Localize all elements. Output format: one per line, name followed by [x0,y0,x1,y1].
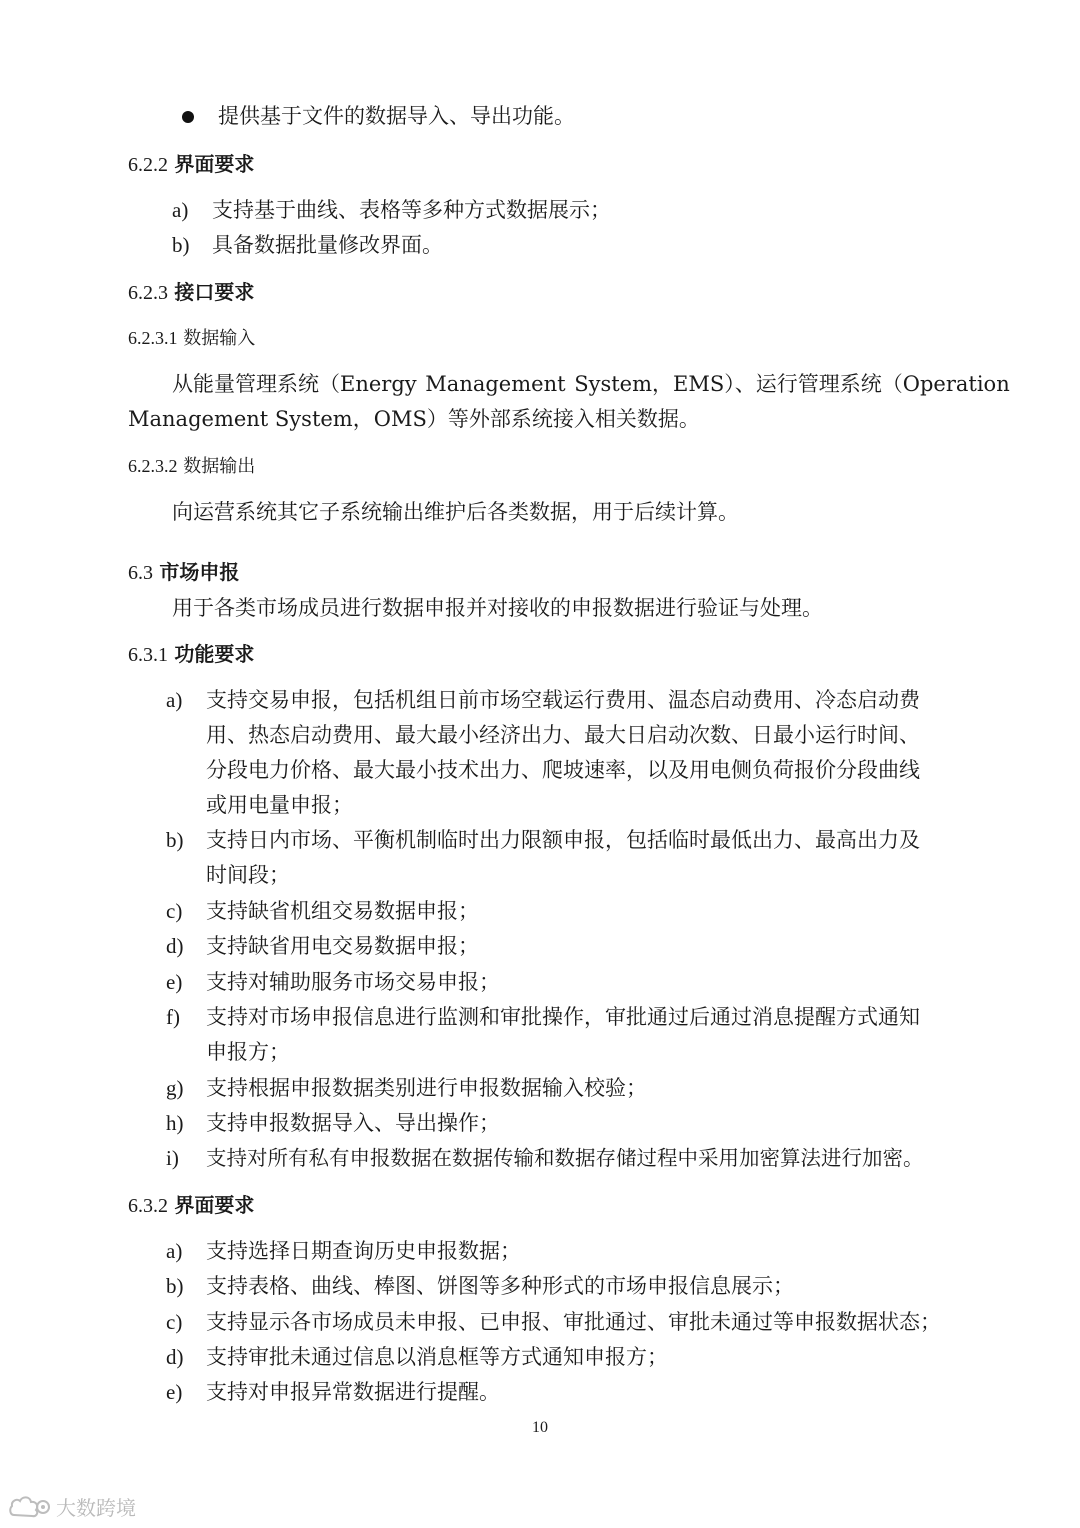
list-item: 支持表格、曲线、棒图、饼图等多种形式的市场申报信息展示； [206,1274,794,1298]
list-label: d) [166,934,184,958]
watermark-text: 大数跨境 [56,1496,136,1520]
list-label: a) [172,198,189,222]
list-item: 支持对申报异常数据进行提醒。 [206,1380,500,1404]
list-item-line: 支持申报数据导入、导出操作； [206,1111,500,1135]
list-label: i) [166,1146,179,1170]
list-item: 支持审批未通过信息以消息框等方式通知申报方； [206,1345,668,1369]
list-label: f) [166,1005,180,1029]
list-item: 支持基于曲线、表格等多种方式数据展示； [212,198,611,222]
heading-6-3: 6.3 市场申报 [128,560,240,584]
list-label: c) [166,1310,183,1334]
list-item-line: 时间段； [206,863,290,887]
list-item-line: 支持缺省用电交易数据申报； [206,934,479,958]
list-label: a) [166,1239,183,1263]
paragraph-line: 向运营系统其它子系统输出维护后各类数据，用于后续计算。 [172,500,739,524]
list-label: h) [166,1111,184,1135]
list-item-line: 支持对所有私有申报数据在数据传输和数据存储过程中采用加密算法进行加密。 [206,1146,924,1170]
list-label: a) [166,688,183,712]
list-item-line: 支持缺省机组交易数据申报； [206,899,479,923]
heading-6-2-2: 6.2.2 界面要求 [128,152,255,176]
page-number: 10 [532,1419,548,1436]
bullet-item-text: 提供基于文件的数据导入、导出功能。 [218,104,575,128]
list-item-line: 支持对辅助服务市场交易申报； [206,970,500,994]
list-label: e) [166,1380,183,1404]
list-item: 支持选择日期查询历史申报数据； [206,1239,521,1263]
list-label: g) [166,1076,184,1100]
heading-6-3-2: 6.3.2 界面要求 [128,1193,255,1217]
list-item-line: 支持对市场申报信息进行监测和审批操作，审批通过后通过消息提醒方式通知 [206,1005,920,1029]
list-label: b) [166,1274,184,1298]
heading-6-2-3-1: 6.2.3.1 数据输入 [128,328,256,349]
watermark-logo-icon [8,1493,52,1521]
list-label: d) [166,1345,184,1369]
list-item-line: 支持根据申报数据类别进行申报数据输入校验； [206,1076,647,1100]
list-item-line: 申报方； [206,1040,290,1064]
heading-6-2-3: 6.2.3 接口要求 [128,280,255,304]
list-item-line: 分段电力价格、最大最小技术出力、爬坡速率，以及用电侧负荷报价分段曲线 [206,758,920,782]
heading-6-3-1: 6.3.1 功能要求 [128,642,255,666]
list-item-line: 支持交易申报，包括机组日前市场空载运行费用、温态启动费用、冷态启动费 [206,688,920,712]
list-item: 支持显示各市场成员未申报、已申报、审批通过、审批未通过等申报数据状态； [206,1310,941,1334]
list-item: 具备数据批量修改界面。 [212,233,443,257]
paragraph-line: Management System，OMS）等外部系统接入相关数据。 [128,407,700,431]
heading-6-2-3-2: 6.2.3.2 数据输出 [128,456,256,477]
list-label: b) [172,233,190,257]
watermark [8,1492,136,1521]
list-item-line: 支持日内市场、平衡机制临时出力限额申报，包括临时最低出力、最高出力及 [206,828,920,852]
paragraph-line: 从能量管理系统（Energy Management System，EMS）、运行管理系统（Operation [172,372,1010,396]
list-item-line: 或用电量申报； [206,793,353,817]
list-item-line: 用、热态启动费用、最大最小经济出力、最大日启动次数、日最小运行时间、 [206,723,920,747]
list-label: e) [166,970,183,994]
list-label: c) [166,899,183,923]
list-label: b) [166,828,184,852]
bullet-icon [182,111,194,123]
paragraph-line: 用于各类市场成员进行数据申报并对接收的申报数据进行验证与处理。 [172,596,823,620]
